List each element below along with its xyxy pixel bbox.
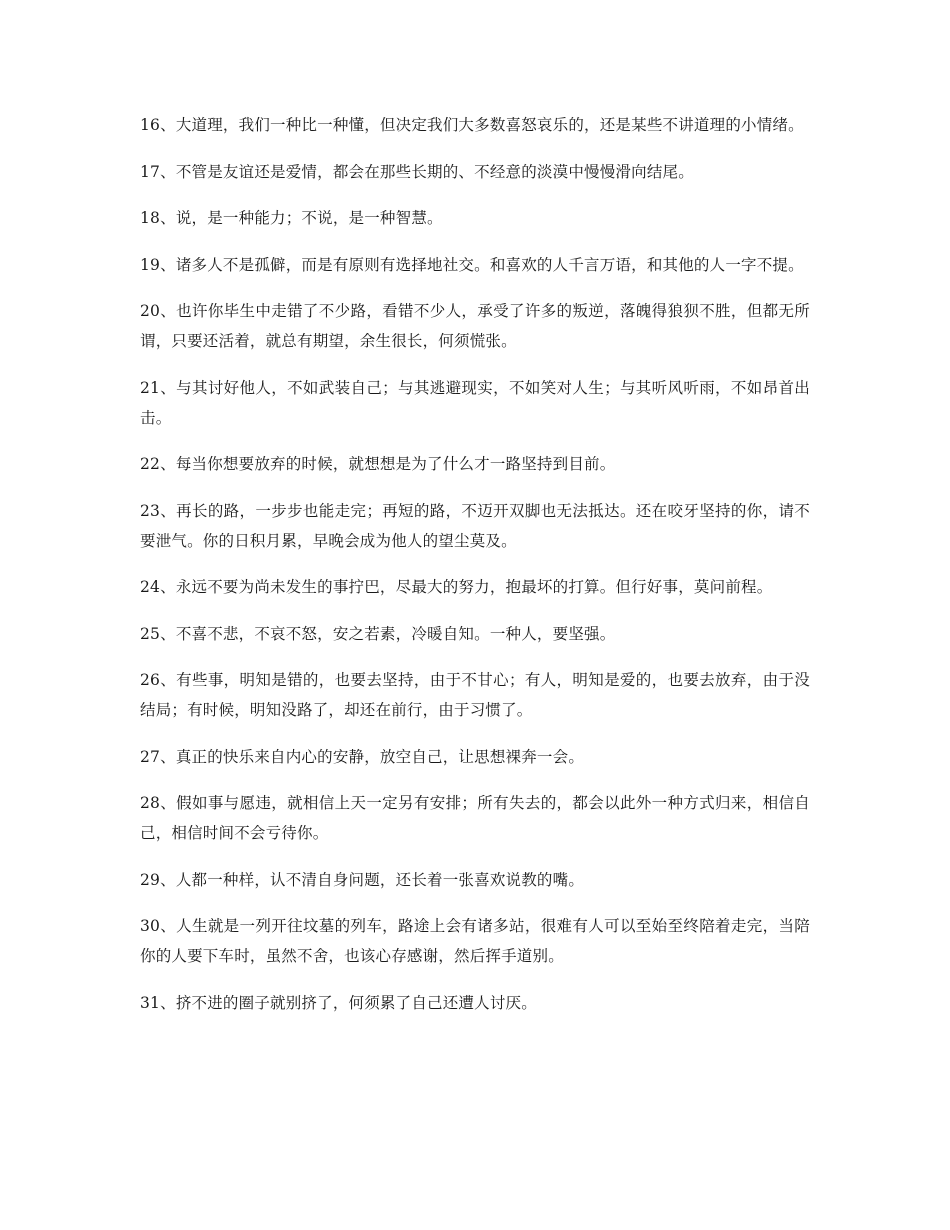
paragraph-17: 17、不管是友谊还是爱情，都会在那些长期的、不经意的淡漠中慢慢滑向结尾。 <box>140 162 694 181</box>
paragraph-27: 27、真正的快乐来自内心的安静，放空自己，让思想裸奔一会。 <box>140 747 585 766</box>
paragraph-31: 31、挤不进的圈子就别挤了，何须累了自己还遭人讨厌。 <box>140 993 537 1012</box>
paragraph-20: 20、也许你毕生中走错了不少路，看错不少人，承受了许多的叛逆，落魄得狼狈不胜，但都无所谓，只要还活着，就总有期望，余生很长，何须慌张。 <box>140 302 810 350</box>
paragraph-24: 24、永远不要为尚未发生的事拧巴，尽最大的努力，抱最坏的打算。但行好事，莫问前程。 <box>140 578 773 596</box>
paragraph-25: 25、不喜不悲，不哀不怒，安之若素，冷暖自知。一种人，要坚强。 <box>140 624 616 643</box>
paragraph-28: 28、假如事与愿违，就相信上天一定另有安排；所有失去的，都会以此外一种方式归来，相信自己，相信时间不会亏待你。 <box>140 794 810 842</box>
paragraph-30: 30、人生就是一列开往坟墓的列车，路途上会有诸多站，很难有人可以至始至终陪着走完，当陪你的人要下车时，虽然不舍，也该心存感谢，然后挥手道别。 <box>140 917 810 965</box>
paragraph-19: 19、诸多人不是孤僻，而是有原则有选择地社交。和喜欢的人千言万语，和其他的人一字不提。 <box>140 255 804 274</box>
document-body <box>140 110 810 1034</box>
paragraph-29: 29、人都一种样，认不清自身问题，还长着一张喜欢说教的嘴。 <box>140 870 585 889</box>
paragraph-23: 23、再长的路，一步步也能走完；再短的路，不迈开双脚也无法抵达。还在咬牙坚持的你，请不要泄气。你的日积月累，早晚会成为他人的望尘莫及。 <box>140 501 810 550</box>
paragraph-21: 21、与其讨好他人，不如武装自己；与其逃避现实，不如笑对人生；与其听风听雨，不如昂首出击。 <box>140 378 810 427</box>
paragraph-22: 22、每当你想要放弃的时候，就想想是为了什么才一路坚持到目前。 <box>140 455 616 473</box>
paragraph-16: 16、大道理，我们一种比一种懂，但决定我们大多数喜怒哀乐的，还是某些不讲道理的小情绪。 <box>140 116 804 134</box>
paragraph-26: 26、有些事，明知是错的，也要去坚持，由于不甘心；有人，明知是爱的，也要去放弃，由于没结局；有时候，明知没路了，却还在前行，由于习惯了。 <box>140 671 810 719</box>
paragraph-18: 18、说，是一种能力；不说，是一种智慧。 <box>140 209 443 227</box>
